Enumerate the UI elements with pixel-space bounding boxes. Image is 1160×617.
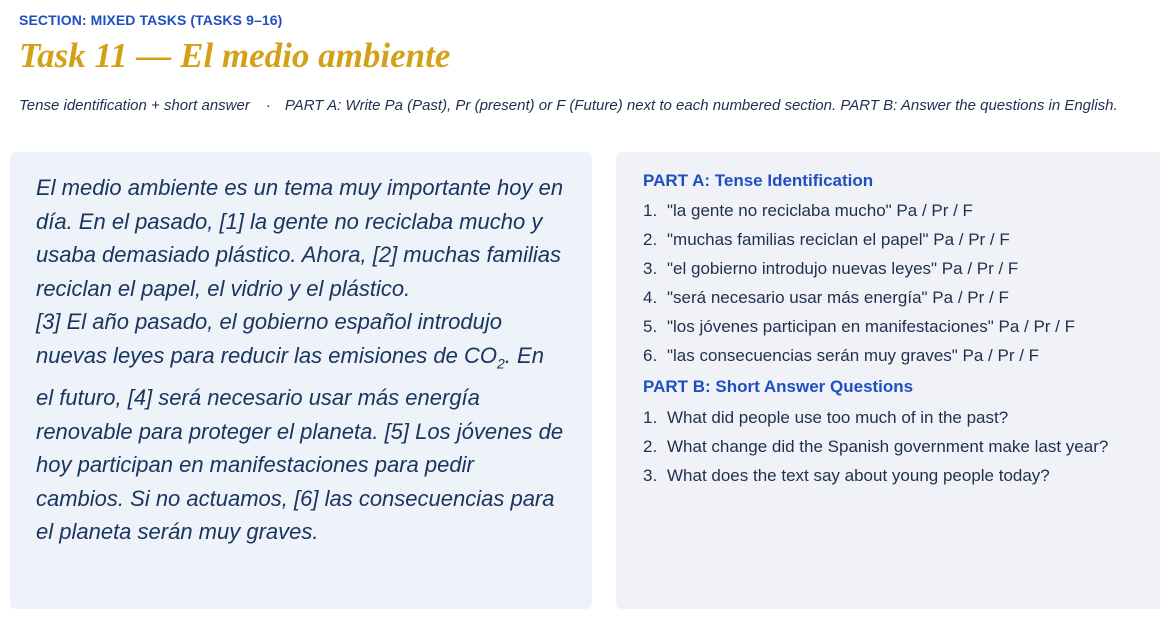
item-number: 1.	[643, 408, 658, 427]
item-text: "será necesario usar más energía" Pa / Pr / F	[667, 288, 1009, 307]
passage-text-after-subscript: . En el futuro, [4] será necesario usar más energía renovable para proteger el planeta. [5] Los jóvenes de hoy participan en manifestaciones para pedir cambios. Si no actuamos, [6] las consecuencias para el planeta serán muy graves.	[36, 342, 564, 545]
part-a-item	[643, 201, 973, 221]
section-label: SECTION: MIXED TASKS (TASKS 9–16)	[19, 12, 283, 28]
passage-paragraph-1: El medio ambiente es un tema muy importante hoy en día. En el pasado, [1] la gente no reciclaba mucho y usaba demasiado plástico. Ahora, [2] muchas familias reciclan el papel, el vidrio y el plástico.	[36, 175, 564, 301]
item-number: 3.	[643, 466, 658, 485]
item-text: "los jóvenes participan en manifestaciones" Pa / Pr / F	[667, 317, 1075, 336]
part-a-item	[643, 346, 1039, 366]
reading-passage	[36, 171, 566, 549]
item-number: 2.	[643, 437, 658, 456]
item-text: What did people use too much of in the past?	[667, 408, 1009, 427]
item-text: "el gobierno introdujo nuevas leyes" Pa / Pr / F	[667, 259, 1019, 278]
part-a-title: PART A: Tense Identification	[643, 171, 874, 190]
page-title: Task 11 — El medio ambiente	[19, 36, 451, 75]
task-type: Tense identification + short answer	[19, 97, 250, 114]
item-number: 4.	[643, 288, 658, 307]
instructions-text: PART A: Write Pa (Past), Pr (present) or F (Future) next to each numbered section. PART B: Answer the questions in English.	[284, 97, 1118, 114]
part-b-item	[643, 408, 1008, 428]
separator: ·	[265, 97, 271, 114]
item-text: "las consecuencias serán muy graves" Pa / Pr / F	[667, 346, 1040, 365]
item-number: 3.	[643, 259, 658, 278]
item-number: 1.	[643, 201, 658, 220]
co2-subscript: 2	[497, 355, 505, 372]
part-b-title: PART B: Short Answer Questions	[643, 377, 914, 396]
part-b-item	[643, 466, 1050, 486]
item-number: 2.	[643, 230, 658, 249]
item-text: What change did the Spanish government make last year?	[667, 437, 1109, 456]
questions-panel	[616, 152, 1160, 609]
part-a-item	[643, 317, 1075, 337]
part-a-item	[643, 288, 1009, 308]
reading-passage-panel	[10, 152, 592, 609]
item-text: "muchas familias reciclan el papel" Pa / Pr / F	[667, 230, 1010, 249]
item-text: What does the text say about young people today?	[667, 466, 1050, 485]
part-a-item	[643, 230, 1010, 250]
item-number: 5.	[643, 317, 658, 336]
part-a-item	[643, 259, 1018, 279]
passage-text-before-subscript: [3] El año pasado, el gobierno español introdujo nuevas leyes para reducir las emisiones de CO	[36, 309, 503, 368]
passage-paragraph-2	[36, 305, 566, 549]
item-number: 6.	[643, 346, 658, 365]
task-instructions	[19, 95, 1154, 117]
item-text: "la gente no reciclaba mucho" Pa / Pr / F	[667, 201, 973, 220]
part-b-item	[643, 437, 1108, 457]
